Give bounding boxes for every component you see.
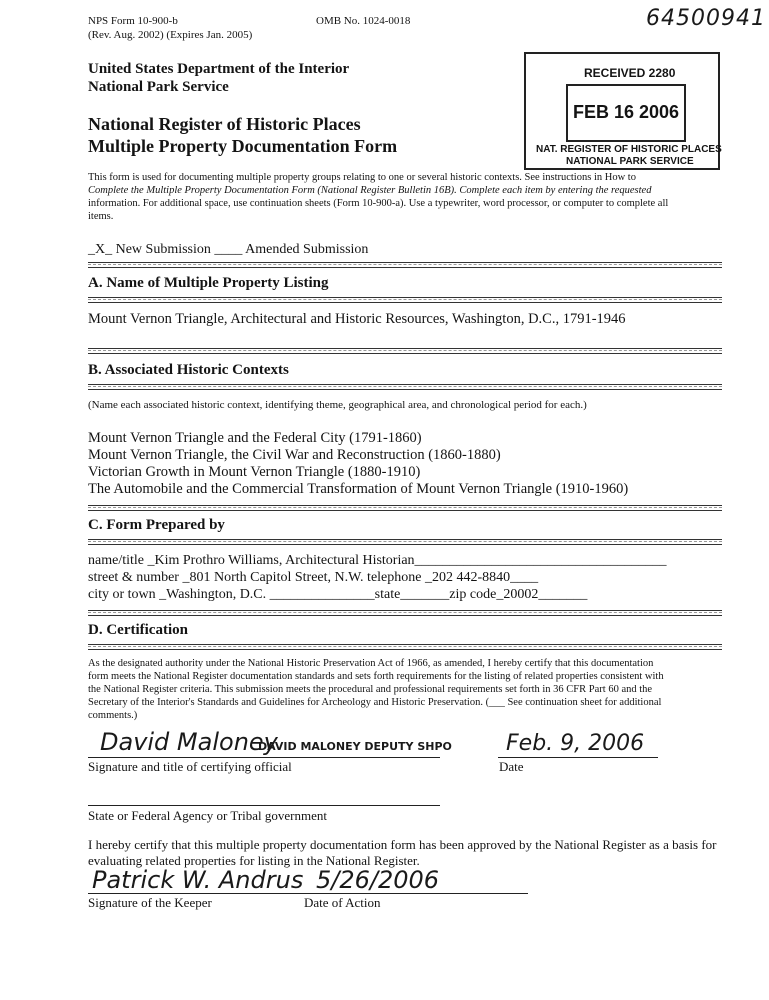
section-a-heading: A. Name of Multiple Property Listing [88, 275, 329, 291]
certification-line-5: comments.) [88, 710, 138, 721]
section-divider [88, 262, 722, 268]
preparer-city-state-zip: city or town _Washington, D.C. _______________state_______zip code_20002_______ [88, 587, 588, 602]
handwritten-reference-number: 64500941 [646, 6, 766, 31]
certification-line-4: Secretary of the Interior's Standards and Guidelines for Archeology and Historic Preservation. (___ See continuation sheet for additional [88, 697, 662, 708]
form-number: NPS Form 10-900-b [88, 15, 178, 27]
section-divider [88, 384, 722, 390]
omb-number: OMB No. 1024-0018 [316, 15, 411, 27]
historic-context-1: Mount Vernon Triangle and the Federal City (1791-1860) [88, 430, 422, 446]
certification-line-2: form meets the National Register documentation standards and sets forth requirements for the listing of related properties consistent with [88, 671, 664, 682]
intro-line-1: This form is used for documenting multiple property groups relating to one or several historic contexts. See instructions in How to [88, 172, 636, 183]
section-divider [88, 505, 722, 511]
intro-line-2: Complete the Multiple Property Documentation Form (National Register Bulletin 16B). Complete each item by entering the requested [88, 185, 652, 196]
certification-line-1: As the designated authority under the National Historic Preservation Act of 1966, as amended, I hereby certify that this documentation [88, 658, 654, 669]
form-title-line-1: National Register of Historic Places [88, 114, 361, 134]
keeper-date-handwritten: 5/26/2006 [316, 866, 440, 894]
stamp-date: FEB 16 2006 [572, 102, 680, 122]
section-divider [88, 539, 722, 545]
section-b-instruction: (Name each associated historic context, identifying theme, geographical area, and chronological period for each.) [88, 399, 587, 411]
stamp-date-box [566, 84, 686, 142]
section-b-heading: B. Associated Historic Contexts [88, 362, 289, 378]
historic-context-2: Mount Vernon Triangle, the Civil War and Reconstruction (1860-1880) [88, 447, 501, 463]
certifying-official-signature: David Maloney [100, 728, 278, 756]
section-divider [88, 644, 722, 650]
certification-date-handwritten: Feb. 9, 2006 [506, 731, 645, 756]
section-divider [88, 610, 722, 616]
certifying-signature-label: Signature and title of certifying official [88, 759, 292, 774]
preparer-street-telephone: street & number _801 North Capitol Street, N.W. telephone _202 442-8840____ [88, 570, 539, 585]
section-d-heading: D. Certification [88, 622, 188, 638]
section-c-heading: C. Form Prepared by [88, 517, 225, 533]
agency-label: State or Federal Agency or Tribal government [88, 808, 328, 823]
multiple-property-name: Mount Vernon Triangle, Architectural and Historic Resources, Washington, D.C., 1791-1946 [88, 311, 626, 327]
intro-line-4: items. [88, 211, 114, 222]
stamp-org-line-1: NAT. REGISTER OF HISTORIC PLACES [536, 144, 722, 155]
historic-context-4: The Automobile and the Commercial Transformation of Mount Vernon Triangle (1910-1960) [88, 481, 629, 497]
form-title-line-2: Multiple Property Documentation Form [88, 136, 398, 156]
approval-line-2: evaluating related properties for listing in the National Register. [88, 853, 420, 868]
certification-date-label: Date [499, 759, 524, 774]
approval-line-1: I hereby certify that this multiple property documentation form has been approved by the National Register as a basis for [88, 837, 717, 852]
stamp-received-label: RECEIVED 2280 [584, 66, 676, 80]
received-stamp [524, 52, 720, 170]
submission-type: _X_ New Submission ____ Amended Submission [88, 242, 369, 257]
keeper-signature-label: Signature of the Keeper [88, 895, 212, 910]
preparer-name-title: name/title _Kim Prothro Williams, Architectural Historian____________________________________ [88, 553, 667, 568]
form-revision: (Rev. Aug. 2002) (Expires Jan. 2005) [88, 29, 253, 41]
intro-line-3: information. For additional space, use continuation sheets (Form 10-900-a). Use a typewriter, word processor, or computer to complete all [88, 198, 669, 209]
date-of-action-label: Date of Action [304, 895, 381, 910]
section-divider [88, 348, 722, 354]
agency-line [88, 805, 440, 806]
historic-context-3: Victorian Growth in Mount Vernon Triangle (1880-1910) [88, 464, 421, 480]
service-name: National Park Service [88, 79, 229, 95]
certifying-official-title-handwritten: DAVID MALONEY DEPUTY SHPO [258, 740, 452, 753]
certification-line-3: the National Register criteria. This submission meets the procedural and professional requirements set forth in 36 CFR Part 60 and the [88, 684, 653, 695]
department-name: United States Department of the Interior [88, 61, 350, 77]
keeper-signature: Patrick W. Andrus [92, 866, 304, 894]
stamp-org-line-2: NATIONAL PARK SERVICE [566, 156, 694, 167]
section-divider [88, 297, 722, 303]
